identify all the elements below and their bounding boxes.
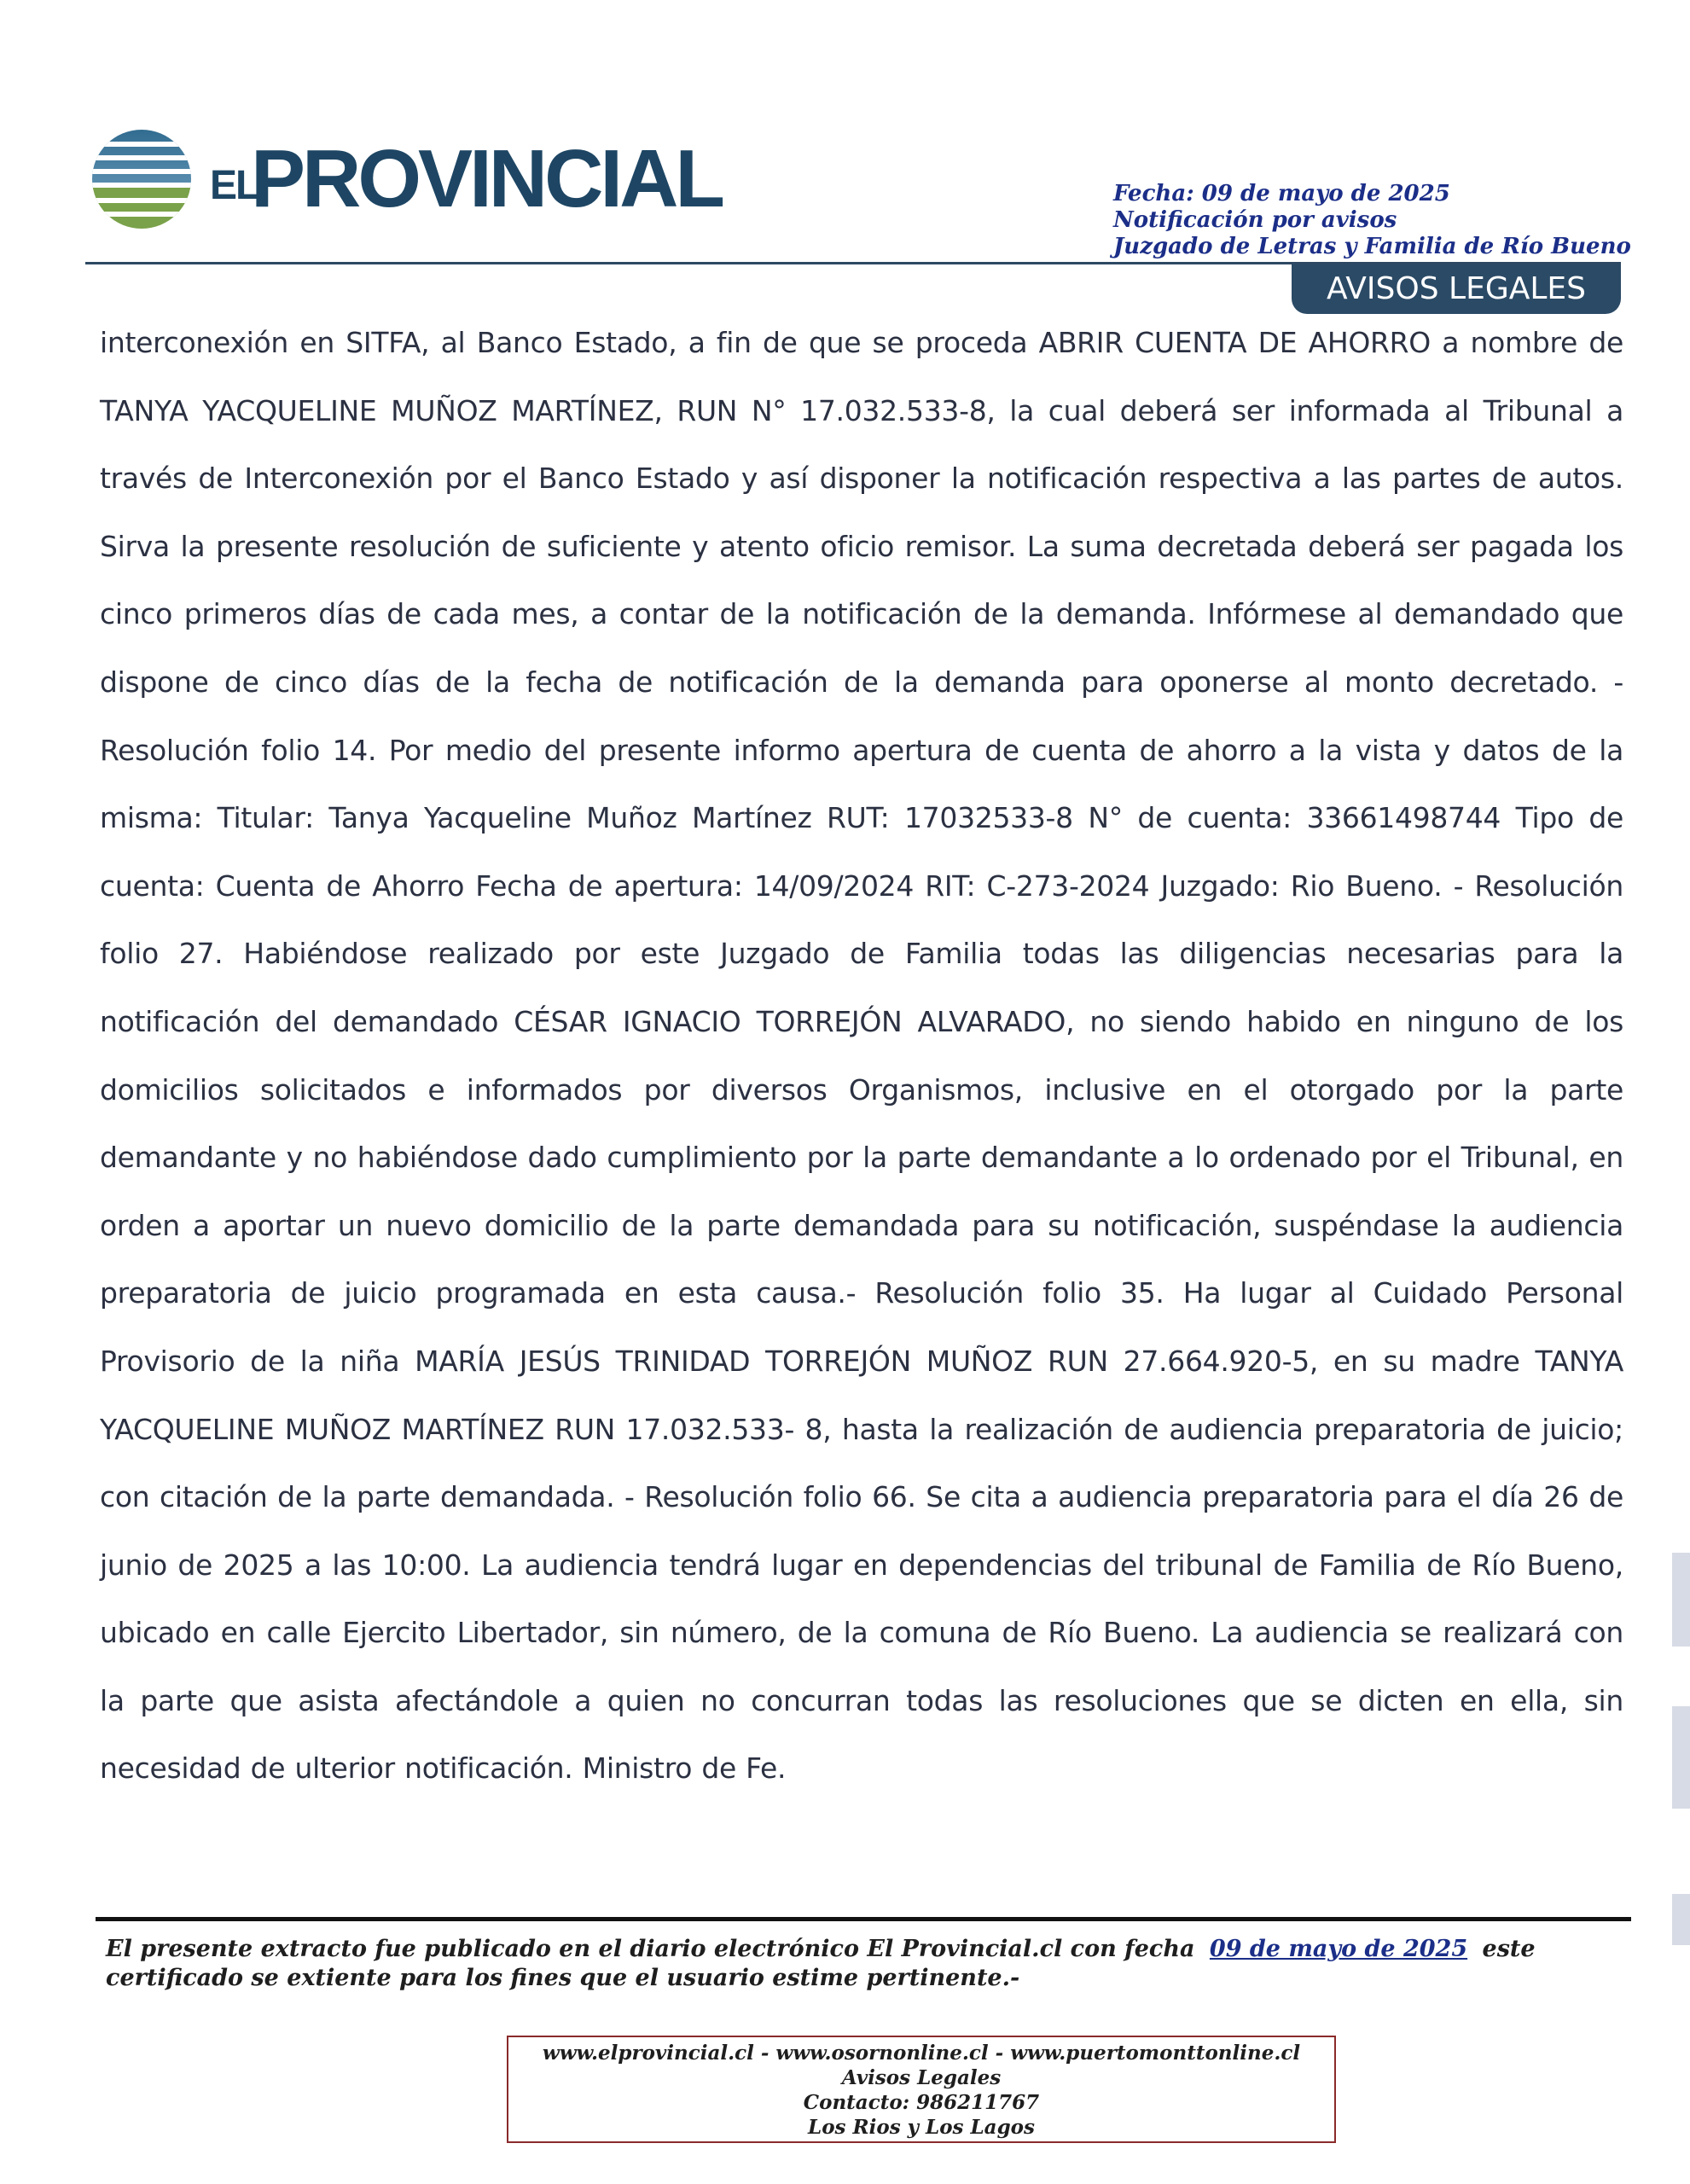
notice-court: Juzgado de Letras y Familia de Río Bueno [1113,234,1631,259]
contact-region: Los Rios y Los Lagos [808,2116,1035,2139]
notice-type: Notificación por avisos [1113,207,1397,233]
globe-icon [89,126,200,237]
contact-section: Avisos Legales [841,2066,1002,2089]
notice-text: interconexión en SITFA, al Banco Estado, a fin de que se proceda ABRIR CUENTA DE AHORRO a nombre de TANYA YACQUELINE MUÑOZ MARTÍNEZ, RUN N° 17.032.533-8, la cual deberá ser informada al Tribunal a través de Interconexión por el Banco Estado y así disponer la notificación respectiva a las partes de autos. Sirva la presente resolución de suficiente y atento oficio remisor. La suma decretada deberá ser pagada los cinco primeros días de cada mes, a contar de la notificación de la demanda. Infórmese al demandado que dispone de cinco días de la fecha de notificación de la demanda para oponerse al monto decretado. - Resolución folio 14. Por medio del presente informo apertura de cuenta de ahorro a la vista y datos de la misma: Titular: Tanya Yacqueline Muñoz Martínez RUT: 17032533-8 N° de cuenta: 33661498744 Tipo de cuenta: Cuenta de Ahorro Fecha de apertura: 14/09/2024 RIT: C-273-2024 Juzgado: Rio Bueno. - Resolución folio 27. Habiéndose realizado por este Juzgado de Familia todas las diligencias necesarias para la notificación del demandado CÉSAR IGNACIO TORREJÓN ALVARADO, no siendo habido en ninguno de los domicilios solicitados e informados por diversos Organismos, inclusive en el otorgado por la parte demandante y no habiéndose dado cumplimiento por la parte demandante a lo ordenado por el Tribunal, en orden a aportar un nuevo domicilio de la parte demandada para su notificación, suspéndase la audiencia preparatoria de juicio programada en esta causa.- Resolución folio 35. Ha lugar al Cuidado Personal Provisorio de la niña MARÍA JESÚS TRINIDAD TORREJÓN MUÑOZ RUN 27.664.920-5, en su madre TANYA YACQUELINE MUÑOZ MARTÍNEZ RUN 17.032.533- 8, hasta la realización de audiencia preparatoria de juicio; con citación de la parte demandada. - Resolución folio 66. Se cita a audiencia preparatoria para el día 26 de junio de 2025 a las 10:00. La audiencia tendrá lugar en dependencias del tribunal de Familia de Río Bueno, ubicado en calle Ejercito Libertador, sin número, de la comuna de Río Bueno. La audiencia se realizará con la parte que asista afectándole a quien no concurran todas las resoluciones que se dicten en ella, sin necesidad de ulterior notificación. Ministro de Fe. [100,326,1623,1786]
publication-certificate [106,1935,1607,1993]
logo-name: PROVINCIAL [251,133,723,224]
contact-box [507,2036,1336,2143]
notice-body [100,309,1623,1803]
el-provincial-logo [89,126,723,237]
contact-phone: Contacto: 986211767 [803,2091,1040,2114]
logo-prefix: EL [210,163,259,208]
certificate-text-start: El presente extracto fue publicado en el diario electrónico El Provincial.cl con fecha [106,1936,1195,1962]
certificate-text-end: este certificado se extiente para los fines que el usuario estime pertinente.- [106,1936,1536,1991]
section-badge: AVISOS LEGALES [1292,264,1621,314]
contact-websites: www.elprovincial.cl - www.osornonline.cl - www.puertomonttonline.cl [542,2042,1301,2065]
scan-edge-marks [1672,1553,1690,1945]
footer-divider [96,1917,1631,1921]
certificate-date: 09 de mayo de 2025 [1209,1936,1468,1962]
notice-date: Fecha: 09 de mayo de 2025 [1113,181,1450,206]
notice-meta [1113,181,1631,260]
